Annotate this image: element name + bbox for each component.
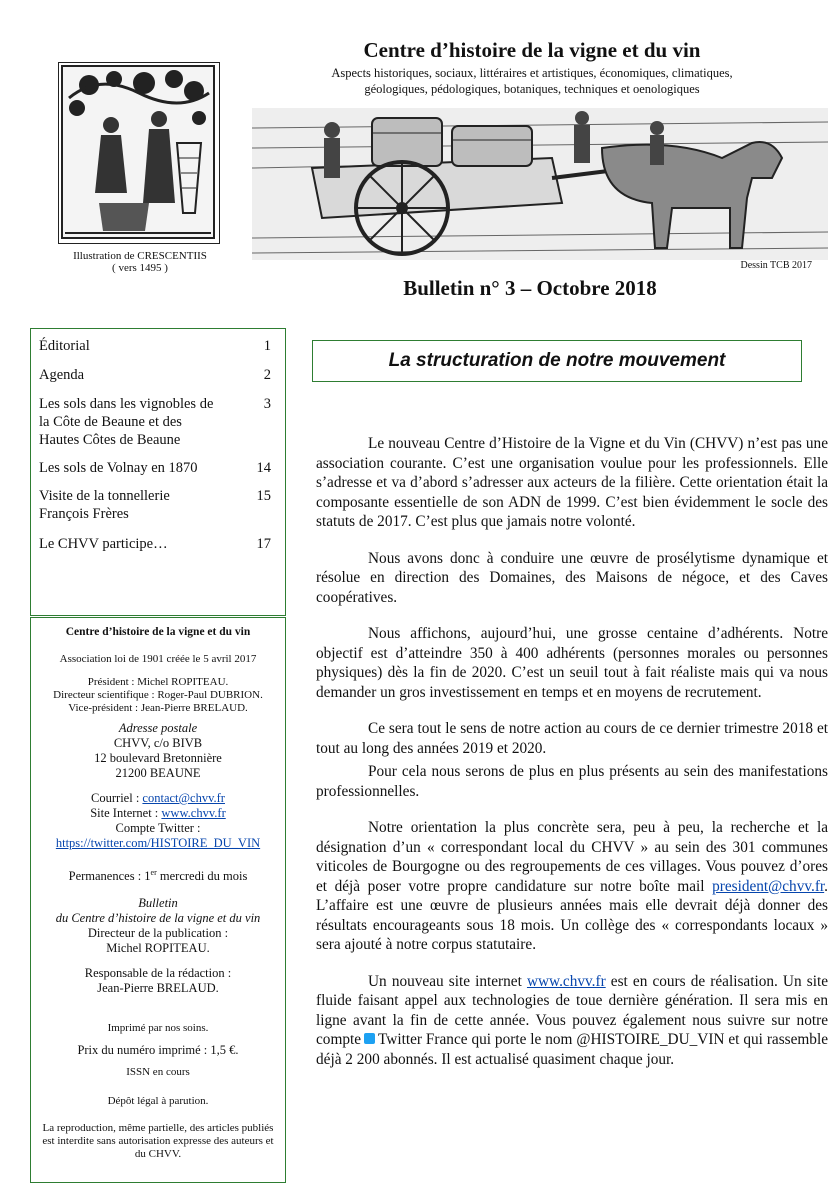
address-line1: CHVV, c/o BIVB [113,736,203,750]
reproduction-notice: La reproduction, même partielle, des articles publiés est interdite sans autorisation expresse des auteurs et du CHVV. [42,1122,274,1161]
paragraph-text: . L’affaire est une œuvre de plusieurs années mais elle devrait déjà donner des résultats encourageants sous 18 mois. Un collège des « correspondants locaux » sera ajouté à notre corpus statutaire. [316,877,828,953]
email-row [31,791,285,806]
toc-item[interactable] [39,395,271,449]
article-paragraph: Ce sera tout le sens de notre action au cours de ce dernier trimestre 2018 et tout au long des années 2019 et 2020. [316,720,828,757]
toc-item-page: 1 [263,338,271,354]
article-paragraph [316,972,828,1070]
twitter-link[interactable]: https://twitter.com/HISTOIRE_DU_VIN [55,836,261,850]
article-headline: La structuration de notre mouvement [388,350,726,371]
subtitle-line1: Aspects historiques, sociaux, littéraires et artistiques, économiques, climatiques, [331,66,733,80]
toc-item-label: Le CHVV participe… [39,536,168,552]
toc-item-page: 3 [263,396,271,412]
horse-cart-drawing [252,108,828,260]
paragraph-text: Twitter France qui porte le nom @HISTOIRE_DU_VIN et qui rassemble déjà 2 200 abonnés. Il est actualisé quasiment chaque jour. [316,1031,828,1068]
postal-address-label: Adresse postale [118,721,198,735]
subtitle-line2: géologiques, pédologiques, botaniques, techniques et oenologiques [364,82,700,96]
editor: Jean-Pierre BRELAUD. [97,981,219,996]
drawing-credit: Dessin TCB 2017 [740,260,812,271]
paragraph-text: Notre orientation la plus concrète sera, peu à peu, la recherche et la désignation d’un « correspondant local du CHVV » au sein des 301 communes viticoles de Bourgogne ou des regroupements de ces villages. Vous pouvez d’ores et déjà poser votre propre candidature sur notre boîte mail [316,819,828,895]
info-title: Centre d’histoire de la vigne et du vin [65,626,251,638]
address-line2: 12 boulevard Bretonnière [94,751,222,765]
bulletin-label: Bulletin [138,896,178,911]
woodcut-caption-line1: Illustration de CRESCENTIIS [73,250,207,262]
article-paragraph [316,818,828,955]
article-paragraph: Nous avons donc à conduire une œuvre de prosélytisme dynamique et résolue en direction des Domaines, des Maisons de négoce, et des Caves coopératives. [316,549,828,606]
office-hours-suffix: mercredi du mois [156,869,248,884]
office-hours [31,865,285,884]
toc-item-label: Éditorial [39,338,90,354]
publication-director: Michel ROPITEAU. [106,941,210,956]
bulletin-title: Bulletin n° 3 – Octobre 2018 [403,276,657,300]
association-info-box [30,617,286,1183]
website-link-article[interactable]: www.chvv.fr [526,972,606,990]
woodcut-caption [40,250,240,274]
twitter-label: Compte Twitter : [115,821,201,835]
toc-item-label: Visite de la tonnellerie François Frères [39,488,170,522]
issn: ISSN en cours [126,1066,190,1079]
address-line3: 21200 BEAUNE [115,766,201,780]
toc-item-page: 15 [256,488,271,504]
office-hours-sup: er [150,868,157,877]
editor-label: Responsable de la rédaction : [84,966,232,981]
scientific-director: Directeur scientifique : Roger-Paul DUBRION. [53,689,263,701]
toc-item[interactable] [39,535,271,553]
paragraph-text: Un nouveau site internet [368,972,527,990]
paragraph-text: est en cours de réalisation. Un site fluide faisant appel aux technologies de toue dernière génération. Il sera mis en ligne avant la fin de cette année. Vous pouvez également nous suivre sur notre compte [316,972,828,1048]
issue-price: Prix du numéro imprimé : 1,5 €. [77,1043,239,1058]
masthead-title: Centre d’histoire de la vigne et du vin [363,38,701,62]
woodcut-illustration [58,62,220,244]
publication-director-label: Directeur de la publication : [87,926,229,941]
toc-item-page: 2 [263,367,271,383]
president-email-link[interactable]: president@chvv.fr [712,877,825,895]
legal-deposit: Dépôt légal à parution. [107,1095,209,1108]
toc-item[interactable] [39,337,271,355]
association-statement: Association loi de 1901 créée le 5 avril 2017 [59,653,257,665]
toc-item[interactable] [39,487,271,523]
office-hours-prefix: Permanences : 1 [68,869,151,884]
printing-note: Imprimé par nos soins. [107,1022,209,1035]
toc-item[interactable] [39,459,271,477]
article-body [316,434,828,1069]
twitter-icon [364,1033,375,1044]
twitter-link-row [31,836,285,851]
article-paragraph: Nous affichons, aujourd’hui, une grosse centaine d’adhérents. Notre objectif est d’atteindre 350 à 400 adhérents (personnes morales ou personnes physiques) dès la fin de 2020. C’est un seuil tout à fait réaliste mais qui va nous demander un gros investissement en temps et en moyens de recrutement. [316,625,828,701]
website-label: Site Internet : [90,806,162,820]
woodcut-caption-line2: ( vers 1495 ) [112,262,168,274]
president: Président : Michel ROPITEAU. [87,676,229,688]
website-row [31,806,285,821]
toc-item-label: Agenda [39,367,85,383]
bulletin-of: du Centre d’histoire de la vigne et du vin [55,911,261,926]
toc-item-page: 14 [256,460,271,476]
headline-box [312,340,802,382]
email-label: Courriel : [91,791,143,805]
website-link[interactable]: www.chvv.fr [161,806,226,820]
toc-item-label: Les sols dans les vignobles de la Côte de Beaune et des Hautes Côtes de Beaune [39,396,214,448]
article-paragraph: Pour cela nous serons de plus en plus présents au sein des manifestations professionnelles. [316,763,828,800]
article-paragraph: Le nouveau Centre d’Histoire de la Vigne et du Vin (CHVV) n’est pas une association courante. C’est une organisation voulue pour les professionnels. Elle s’adresse et va d’abord s’adresser aux acteurs de la filière. Cette orientation était la composante essentielle de son ADN de 1999. C’est bien évidemment le socle des statuts de 2017. C’est plus que jamais notre volonté. [316,435,828,530]
vice-president: Vice-président : Jean-Pierre BRELAUD. [68,702,248,714]
toc-item-page: 17 [256,536,271,552]
email-link[interactable]: contact@chvv.fr [142,791,225,805]
masthead-subtitle [252,65,812,97]
toc-item[interactable] [39,366,271,384]
toc-item-label: Les sols de Volnay en 1870 [39,460,198,476]
table-of-contents [30,328,286,616]
